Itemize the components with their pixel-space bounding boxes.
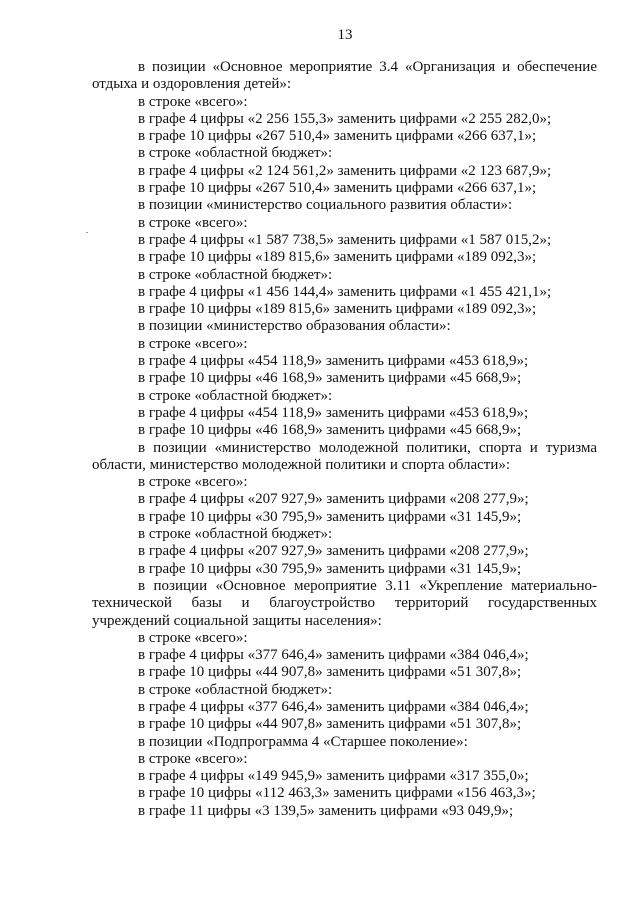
document-body	[92, 59, 597, 820]
text-line: в графе 4 цифры «207 927,9» заменить цифрами «208 277,9»;	[138, 543, 529, 560]
text-line: в графе 4 цифры «454 118,9» заменить цифрами «453 618,9»;	[138, 404, 529, 421]
text-line: в графе 10 цифры «44 907,8» заменить цифрами «51 307,8»;	[138, 716, 522, 733]
scan-artifact	[86, 232, 88, 233]
text-line: в позиции «Основное мероприятие 3.11 «Укрепление материально-	[138, 577, 597, 594]
text-line: в строке «всего»:	[138, 750, 248, 767]
text-line: технической базы и благоустройство территорий государственных	[92, 595, 597, 612]
text-line: в позиции «министерство молодежной политики, спорта и туризма	[138, 439, 597, 456]
text-line: в графе 10 цифры «44 907,8» заменить цифрами «51 307,8»;	[138, 664, 522, 681]
text-line: в графе 10 цифры «267 510,4» заменить цифрами «266 637,1»;	[138, 128, 537, 145]
text-line: в строке «всего»:	[138, 474, 248, 491]
text-line: в строке «всего»:	[138, 335, 248, 352]
text-line: учреждений социальной защиты населения»:	[92, 612, 382, 629]
text-line: в графе 10 цифры «46 168,9» заменить цифрами «45 668,9»;	[138, 422, 522, 439]
text-line: в графе 4 цифры «149 945,9» заменить цифрами «317 355,0»;	[138, 768, 529, 785]
text-line: в графе 4 цифры «1 587 738,5» заменить цифрами «1 587 015,2»;	[138, 231, 552, 248]
text-line: в строке «всего»:	[138, 93, 248, 110]
text-line: в строке «областной бюджет»:	[138, 681, 333, 698]
text-line: в графе 4 цифры «2 256 155,3» заменить цифрами «2 255 282,0»;	[138, 110, 552, 127]
page-number: 13	[337, 27, 353, 43]
text-line: в строке «областной бюджет»:	[138, 266, 333, 283]
text-line: в графе 4 цифры «454 118,9» заменить цифрами «453 618,9»;	[138, 353, 529, 370]
text-line: в графе 4 цифры «377 646,4» заменить цифрами «384 046,4»;	[138, 647, 529, 664]
text-line: в графе 10 цифры «46 168,9» заменить цифрами «45 668,9»;	[138, 370, 522, 387]
text-line: в графе 10 цифры «112 463,3» заменить цифрами «156 463,3»;	[138, 785, 536, 802]
text-line: в позиции «Подпрограмма 4 «Старшее поколение»:	[138, 733, 468, 750]
text-line: области, министерство молодежной политики и спорта области»:	[92, 456, 511, 473]
text-line: в графе 11 цифры «3 139,5» заменить цифрами «93 049,9»;	[138, 802, 514, 819]
text-line: в графе 10 цифры «189 815,6» заменить цифрами «189 092,3»;	[138, 301, 537, 318]
text-line: в позиции «министерство социального развития области»:	[138, 197, 513, 214]
text-line: в позиции «министерство образования области»:	[138, 318, 451, 335]
text-line: в графе 10 цифры «30 795,9» заменить цифрами «31 145,9»;	[138, 560, 522, 577]
text-line: в строке «всего»:	[138, 214, 248, 231]
text-line: отдыха и оздоровления детей»:	[92, 76, 292, 93]
text-line: в графе 4 цифры «2 124 561,2» заменить цифрами «2 123 687,9»;	[138, 162, 552, 179]
text-line: в графе 4 цифры «377 646,4» заменить цифрами «384 046,4»;	[138, 698, 529, 715]
text-line: в графе 10 цифры «30 795,9» заменить цифрами «31 145,9»;	[138, 508, 522, 525]
text-line: в графе 4 цифры «1 456 144,4» заменить цифрами «1 455 421,1»;	[138, 283, 552, 300]
text-line: в строке «областной бюджет»:	[138, 145, 333, 162]
text-line: в графе 10 цифры «267 510,4» заменить цифрами «266 637,1»;	[138, 180, 537, 197]
text-line: в строке «всего»:	[138, 629, 248, 646]
text-line: в графе 10 цифры «189 815,6» заменить цифрами «189 092,3»;	[138, 249, 537, 266]
text-line: в строке «областной бюджет»:	[138, 526, 333, 543]
text-line: в графе 4 цифры «207 927,9» заменить цифрами «208 277,9»;	[138, 491, 529, 508]
text-line: в позиции «Основное мероприятие 3.4 «Организация и обеспечение	[138, 59, 597, 75]
text-line: в строке «областной бюджет»:	[138, 387, 333, 404]
